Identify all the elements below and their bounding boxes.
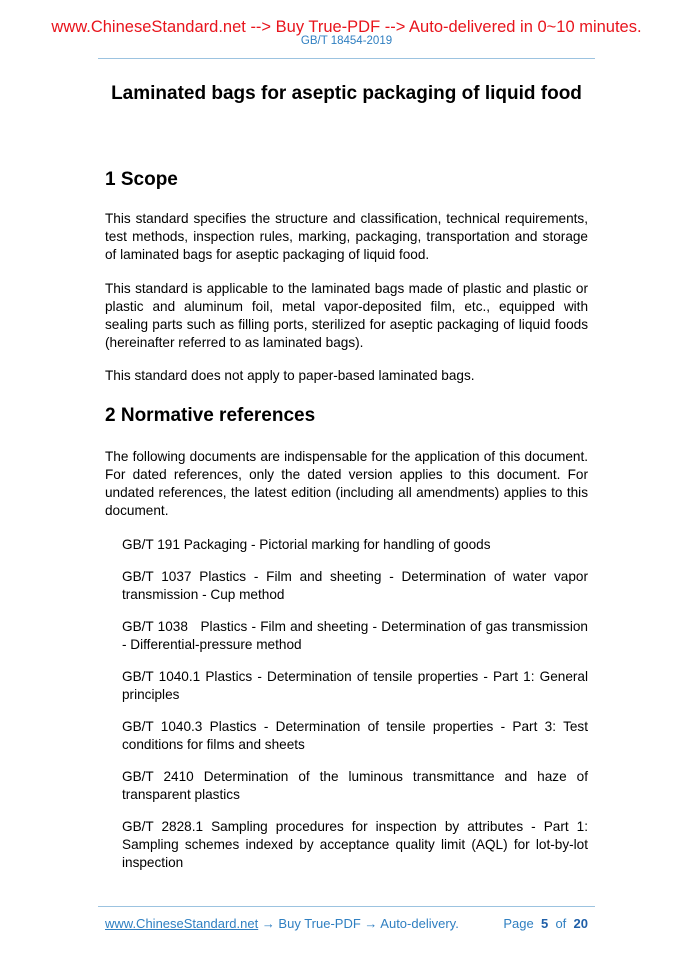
paragraph: This standard is applicable to the laminated bags made of plastic and plastic or plastic and aluminum foil, metal vapor-deposited film, etc., equipped with sealing parts such as filling ports, sterilized for aseptic packaging of liquid foods (hereinafter referred to as laminated bags).: [105, 281, 588, 350]
reference-item: GB/T 2410 Determination of the luminous transmittance and haze of transparent plastics: [122, 769, 588, 802]
section-heading-scope: 1 Scope: [105, 169, 178, 190]
reference-item: GB/T 1040.3 Plastics - Determination of tensile properties - Part 3: Test conditions for films and sheets: [122, 719, 588, 752]
of-label: of: [555, 916, 567, 931]
paragraph: The following documents are indispensable for the application of this document. For dated references, only the dated version applies to this document. For undated references, the latest edition (including all amendments) applies to this document.: [105, 449, 588, 518]
section-heading-normative-references: 2 Normative references: [105, 405, 316, 426]
page-number: 5: [540, 916, 549, 931]
paragraph: This standard specifies the structure and classification, technical requirements, test methods, inspection rules, marking, packaging, transportation and storage of laminated bags for aseptic packaging of liquid food.: [105, 211, 588, 262]
header-divider: [98, 58, 595, 59]
reference-item: GB/T 2828.1 Sampling procedures for inspection by attributes - Part 1: Sampling schemes indexed by acceptance quality limit (AQL) for lot-by-lot inspection: [122, 819, 588, 870]
page-label: Page: [503, 916, 534, 931]
standard-number: GB/T 18454-2019: [300, 35, 393, 47]
promo-banner: www.ChineseStandard.net --> Buy True-PDF --> Auto-delivered in 0~10 minutes.: [51, 18, 642, 36]
reference-item: GB/T 191 Packaging - Pictorial marking for handling of goods: [122, 537, 491, 552]
reference-item: GB/T 1037 Plastics - Film and sheeting - Determination of water vapor transmission - Cup method: [122, 569, 588, 602]
page-total: 20: [573, 916, 588, 931]
document-title: Laminated bags for aseptic packaging of liquid food: [111, 83, 582, 104]
footer-promo: [105, 916, 459, 931]
footer: [105, 916, 588, 931]
footer-promo-text: → Buy True-PDF → Auto-delivery.: [258, 916, 459, 931]
reference-item: GB/T 1040.1 Plastics - Determination of tensile properties - Part 1: General principles: [122, 669, 588, 702]
footer-divider: [98, 906, 595, 907]
reference-item: GB/T 1038 Plastics - Film and sheeting - Determination of gas transmission - Differential-pressure method: [122, 619, 592, 652]
paragraph: This standard does not apply to paper-based laminated bags.: [105, 368, 475, 383]
footer-link[interactable]: www.ChineseStandard.net: [105, 916, 259, 931]
page-indicator: [503, 916, 588, 931]
